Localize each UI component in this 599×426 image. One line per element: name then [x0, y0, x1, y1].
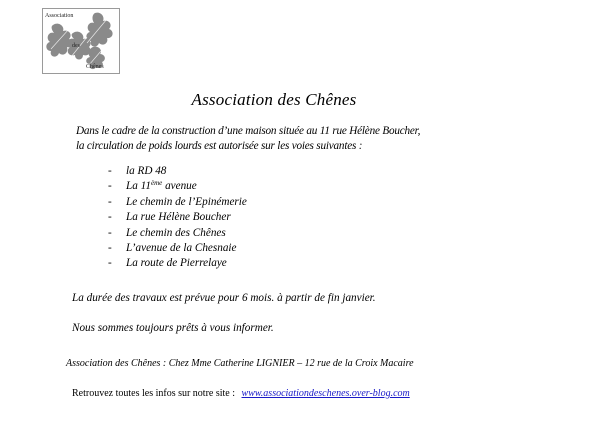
intro-line: Dans le cadre de la construction d’une maison située au 11 rue Hélène Boucher, [76, 125, 421, 137]
logo-text-line2: des [72, 43, 80, 49]
road-label: Le chemin des Chênes [126, 226, 226, 239]
road-label-part: avenue [162, 180, 197, 193]
list-item [108, 241, 247, 256]
list-dash: - [108, 165, 112, 177]
document-title: Association des Chênes [191, 90, 357, 109]
info-availability-text: Nous sommes toujours prêts à vous informer. [72, 322, 274, 334]
contact-address: Association des Chênes : Chez Mme Catherine LIGNIER – 12 rue de la Croix Macaire [66, 358, 414, 369]
road-label: la RD 48 [126, 165, 167, 177]
list-item [108, 210, 247, 225]
logo-text-line3: Chênes [86, 64, 104, 70]
road-label [126, 180, 197, 192]
intro-line: la circulation de poids lourds est autorisée sur les voies suivantes : [76, 140, 363, 152]
association-logo [42, 8, 120, 74]
logo-text-line1: Association [45, 13, 74, 19]
list-item [108, 195, 247, 210]
list-dash: - [108, 211, 112, 224]
list-item [108, 164, 247, 179]
road-label-part: La 11 [126, 180, 151, 193]
list-item [108, 226, 247, 241]
list-item [108, 179, 247, 194]
list-dash: - [108, 242, 112, 255]
roads-list [108, 164, 247, 272]
intro-paragraph [76, 124, 496, 154]
website-link[interactable]: www.associationdeschenes.over-blog.com [241, 388, 410, 399]
list-dash: - [108, 180, 112, 193]
website-label: Retrouvez toutes les infos sur notre site : [72, 388, 236, 399]
list-dash: - [108, 257, 112, 270]
works-duration-text: La durée des travaux est prévue pour 6 mois. à partir de fin janvier. [72, 292, 376, 304]
road-label: La route de Pierrelaye [126, 257, 227, 270]
ordinal-suffix: ème [150, 179, 163, 188]
list-dash: - [108, 195, 112, 208]
road-label: L’avenue de la Chesnaie [126, 242, 237, 255]
website-line [72, 388, 410, 399]
road-label: La rue Hélène Boucher [126, 211, 231, 224]
road-label: Le chemin de l’Epinémerie [126, 195, 247, 208]
list-item [108, 256, 247, 271]
list-dash: - [108, 226, 112, 239]
